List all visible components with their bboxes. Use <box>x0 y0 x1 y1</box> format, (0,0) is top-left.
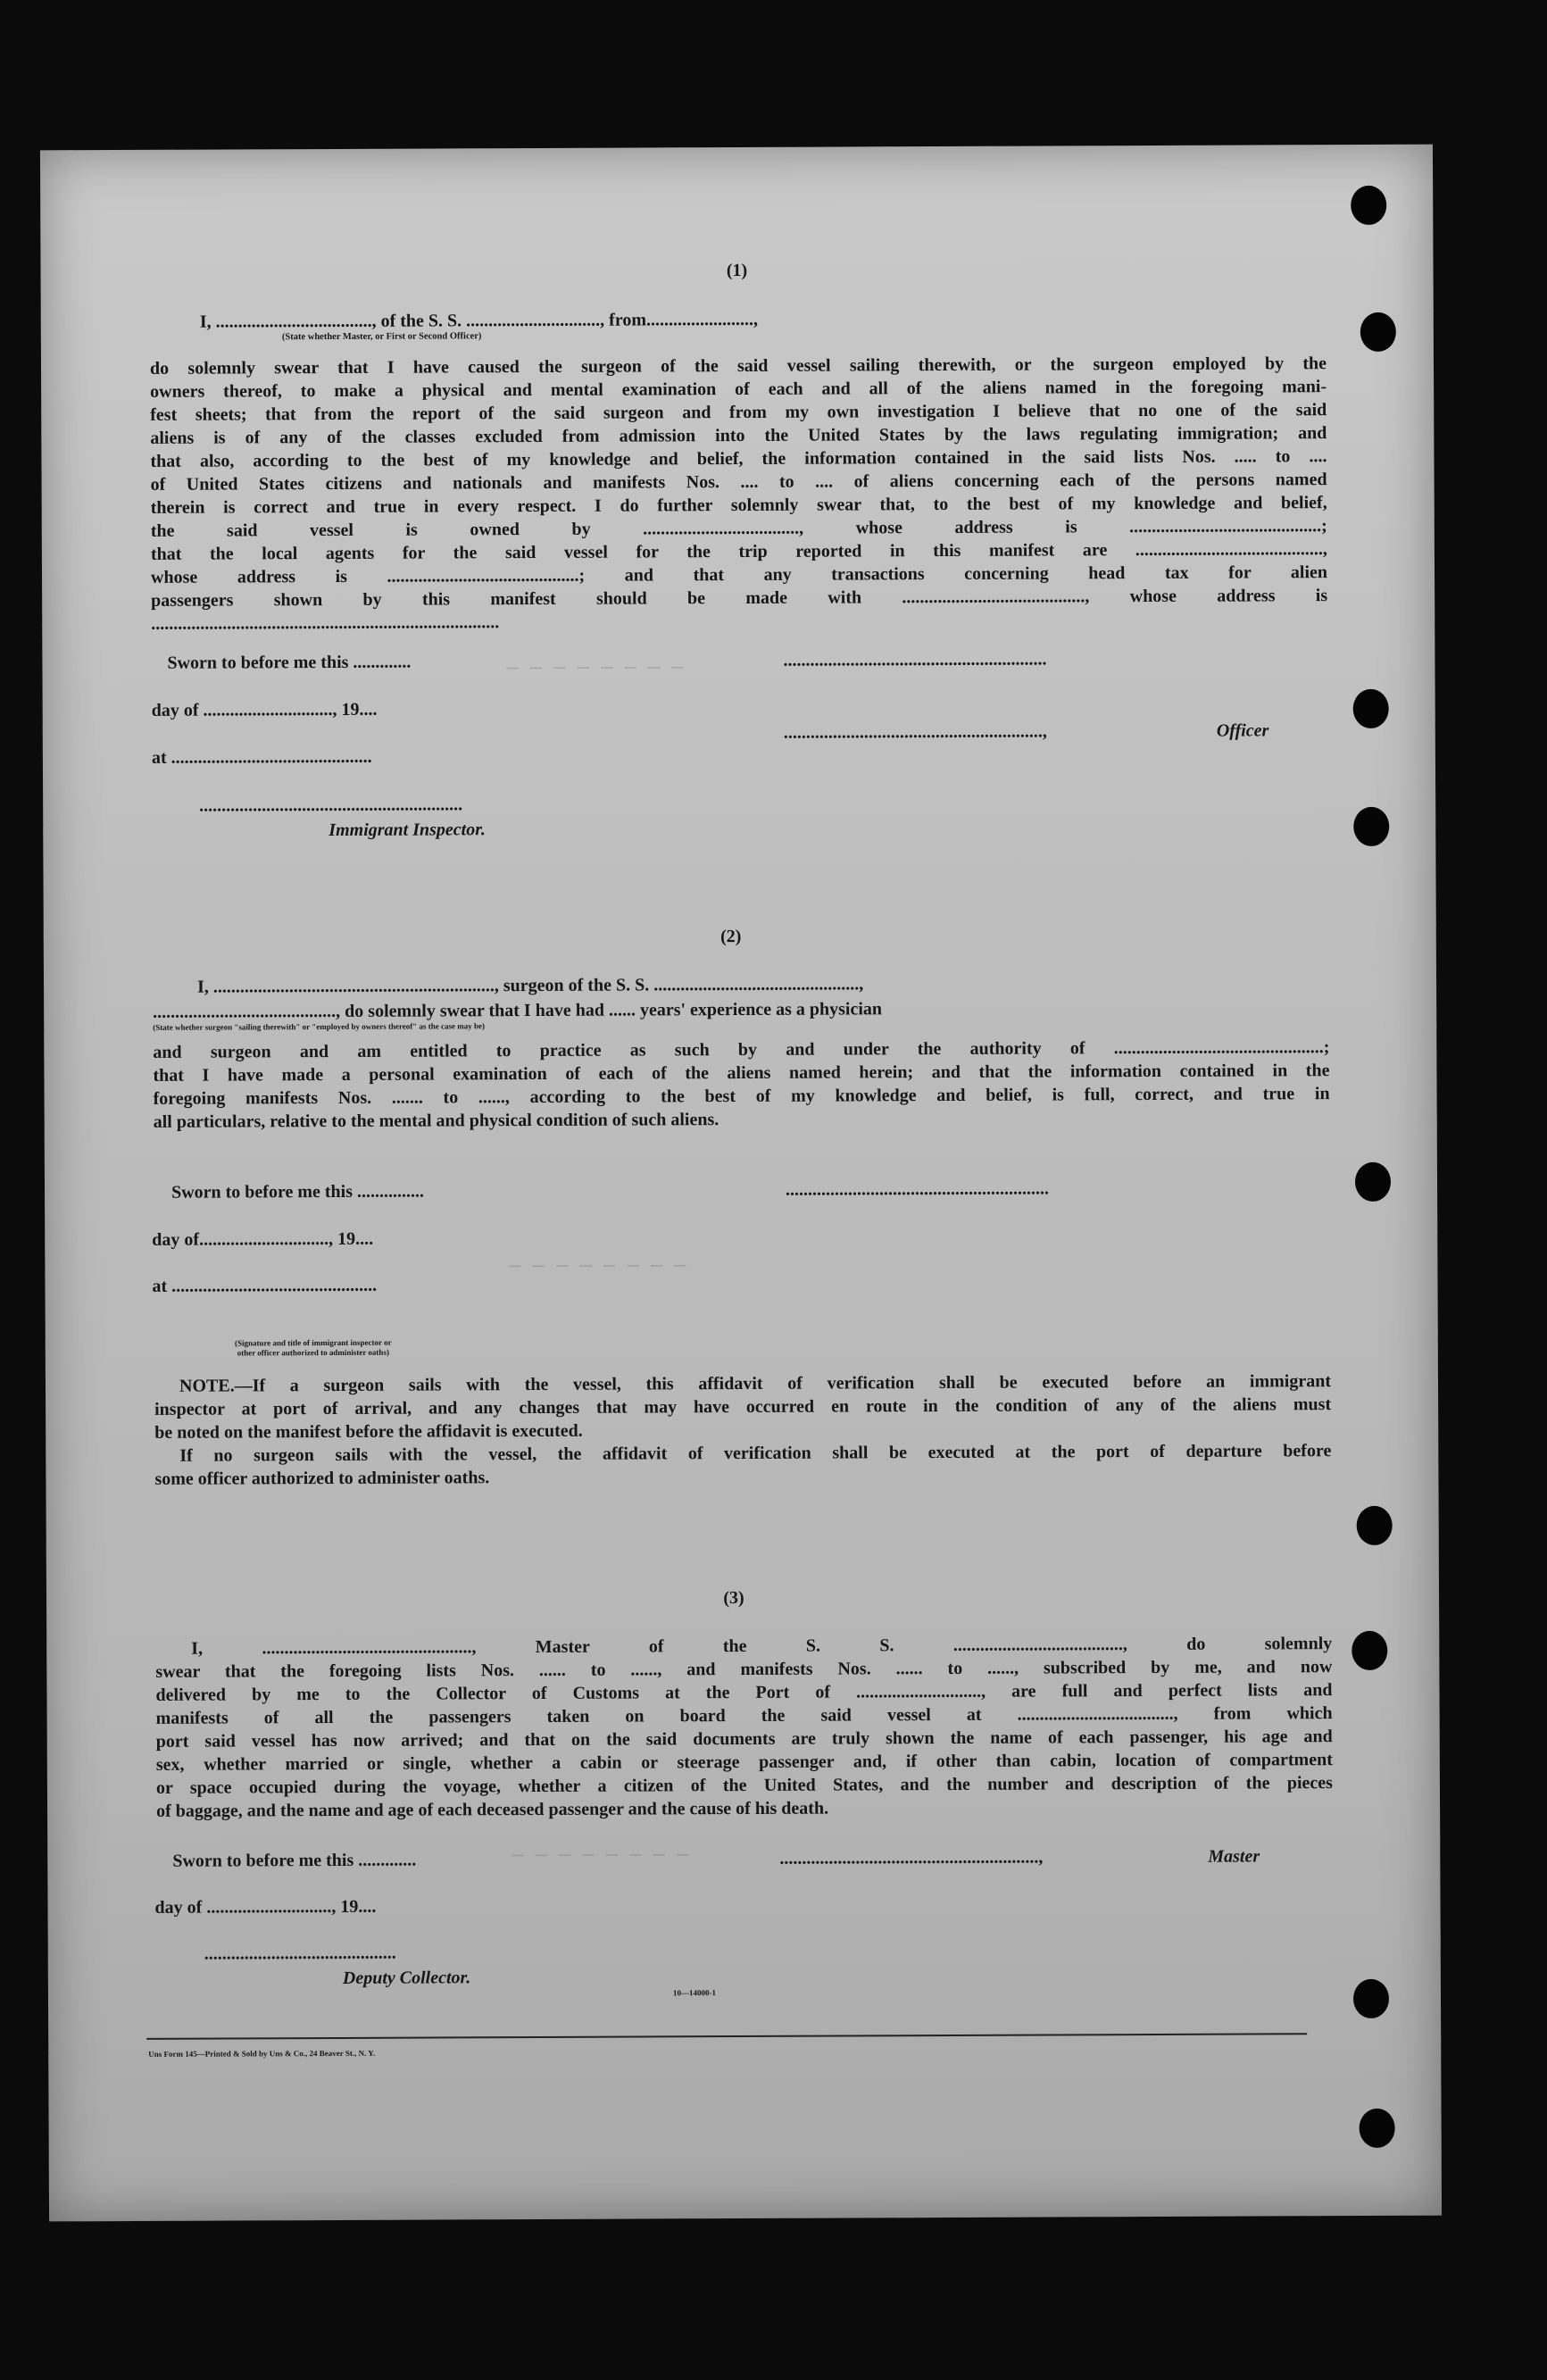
punch-hole <box>1352 1631 1387 1670</box>
oath-line: that the local agents for the said vessel for the trip reported in this manifest are .........................................., <box>150 539 1327 564</box>
punch-hole <box>1360 2109 1395 2148</box>
note-line: NOTE.—If a surgeon sails with the vessel, this affidavit of verification shall be executed before an immigrant <box>179 1371 1332 1396</box>
section-1-oath-paragraph <box>150 352 1327 612</box>
oath-line: manifests of all the passengers taken on board the said vessel at ..................................., from which <box>155 1703 1333 1728</box>
section-1-sworn: Sworn to before me this ............. <box>167 652 412 673</box>
oath-line: sex, whether married or single, whether a cabin or steerage passenger and, if other than cabin, location of compartment <box>155 1750 1333 1775</box>
section-3-form-code: 10—14000-1 <box>672 1988 716 1998</box>
oath-line: port said vessel has now arrived; and that on the said documents are truly shown the name of each passenger, his age and <box>155 1727 1333 1752</box>
punch-hole <box>1353 1979 1389 2018</box>
punch-hole <box>1355 1162 1391 1202</box>
oath-line: therein is correct and true in every respect. I do further solemnly swear that, to the best of my knowledge and belief, <box>150 493 1327 518</box>
section-2-note-last-line: be noted on the manifest before the affidavit is executed. <box>154 1420 583 1443</box>
section-3-master-line: .........................................................., <box>779 1847 1044 1868</box>
section-1-opening-line: I, ..................................., of the S. S. .............................., from........................, <box>199 309 759 332</box>
section-2-sworn: Sworn to before me this ............... <box>171 1181 425 1202</box>
oath-line: whose address is ...........................................; and that any transactions concerning head tax for alien <box>150 562 1328 587</box>
section-2-sworn-signature-line: ........................................................... <box>785 1178 1050 1200</box>
oath-line: delivered by me to the Collector of Customs at the Port of ............................, are full and perfect lists and <box>155 1680 1333 1705</box>
oath-line: owners thereof, to make a physical and mental examination of each and all of the aliens named in the foregoing mani- <box>150 377 1327 402</box>
section-2-signature-note-1: (Signature and title of immigrant inspector or <box>234 1337 392 1348</box>
oath-line: fest sheets; that from the report of the said surgeon and from my own investigation I believe that no one of the said <box>150 400 1327 425</box>
section-1-at: at ............................................. <box>151 746 372 768</box>
section-3-master-label: Master <box>1208 1846 1260 1867</box>
section-3-day: day of ............................, 19.... <box>154 1896 377 1918</box>
section-2-day: day of............................., 19.... <box>152 1228 374 1250</box>
footer-rule <box>146 2033 1307 2040</box>
punch-hole <box>1353 807 1389 846</box>
oath-line: aliens is of any of the classes excluded from admission into the United States by the laws regulating immigration; and <box>150 423 1327 448</box>
section-3-oath-paragraph <box>155 1632 1333 1800</box>
manifest-sheet <box>40 145 1442 2222</box>
punch-hole <box>1351 186 1386 225</box>
section-2-note2-last-line: some officer authorized to administer oaths. <box>154 1468 490 1489</box>
section-1-inspector-line: ........................................................... <box>199 795 463 816</box>
oath-line: foregoing manifests Nos. ....... to ......, according to the best of my knowledge and belief, is full, correct, and true in <box>153 1084 1330 1109</box>
section-1-trailing-dots: .............................................................................. <box>151 612 500 634</box>
section-1-day: day of ............................., 19.... <box>151 699 378 720</box>
punch-hole <box>1360 312 1396 352</box>
section-2-at: at .............................................. <box>152 1275 378 1296</box>
oath-line: of United States citizens and nationals and manifests Nos. .... to .... of aliens concerning each of the persons named <box>150 470 1327 495</box>
oath-line: swear that the foregoing lists Nos. ...... to ......, and manifests Nos. ...... to ......, subscribed by me, and now <box>155 1657 1333 1682</box>
oath-line: that I have made a personal examination of each of the aliens named herein; and that the information contained in the <box>153 1061 1330 1086</box>
bleed-through: — — — — — — — — <box>506 656 684 680</box>
section-1-rank-note: (State whether Master, or First or Second Officer) <box>281 331 482 343</box>
section-2-signature-note-2: other officer authorized to administer oaths) <box>237 1347 389 1358</box>
section-2-oath-last-line: all particulars, relative to the mental and physical condition of such aliens. <box>153 1110 719 1132</box>
section-3-oath-last-line: of baggage, and the name and age of each deceased passenger and the cause of his death. <box>156 1798 829 1821</box>
oath-line: I, ..............................................., Master of the S. S. ......................................, do solemnly <box>191 1634 1333 1659</box>
section-2-opening-line: I, ..............................................................., surgeon of the S. S. .............................................., <box>196 974 864 997</box>
punch-hole <box>1357 1506 1393 1545</box>
section-3-collector-label: Deputy Collector. <box>342 1968 471 1988</box>
punch-hole <box>1353 689 1389 728</box>
section-1-inspector-label: Immigrant Inspector. <box>329 820 486 841</box>
section-2-number: (2) <box>720 926 742 947</box>
note-line: If no surgeon sails with the vessel, the affidavit of verification shall be executed at the port of departure before <box>179 1441 1332 1466</box>
oath-line: or space occupied during the voyage, whether a citizen of the United States, and the number and description of the pieces <box>155 1773 1333 1798</box>
section-3-sworn: Sworn to before me this ............. <box>172 1850 417 1871</box>
section-2-surgeon-note: (State whether surgeon "sailing therewith" or "employed by owners thereof" as the case may be) <box>153 1021 486 1032</box>
oath-line: the said vessel is owned by ..................................., whose address is ...........................................; <box>150 516 1327 541</box>
bleed-through: — — — — — — — — <box>512 1843 689 1868</box>
section-1-officer-line: .........................................................., <box>783 721 1047 743</box>
bleed-through: — — — — — — — — <box>509 1254 686 1278</box>
section-2-oath-paragraph <box>153 1036 1329 1111</box>
section-3-collector-line: ........................................... <box>204 1943 396 1964</box>
section-1-sworn-signature-line: ........................................................... <box>783 649 1047 670</box>
section-1-number: (1) <box>726 260 748 281</box>
note-line: inspector at port of arrival, and any changes that may have occurred en route in the condition of any of the aliens must <box>154 1394 1332 1419</box>
section-2-note-paragraph <box>154 1369 1331 1421</box>
oath-line: do solemnly swear that I have caused the surgeon of the said vessel sailing therewith, or the surgeon employed by the <box>149 354 1327 379</box>
oath-line: and surgeon and am entitled to practice as such by and under the authority of ...............................................; <box>153 1037 1330 1062</box>
section-3-number: (3) <box>723 1587 744 1609</box>
section-2-note2-paragraph <box>154 1439 1331 1468</box>
oath-line: passengers shown by this manifest should be made with ........................................., whose address is <box>151 586 1328 611</box>
oath-line: that also, according to the best of my knowledge and belief, the information contained in the said lists Nos. ..... to .... <box>150 446 1327 471</box>
printer-imprint: Uns Form 145—Printed & Sold by Uns & Co., 24 Beaver St., N. Y. <box>148 2048 376 2059</box>
section-1-officer-label: Officer <box>1216 720 1269 741</box>
section-2-second-line: ........................................., do solemnly swear that I have had ...... years' experience as a physician <box>153 999 883 1022</box>
